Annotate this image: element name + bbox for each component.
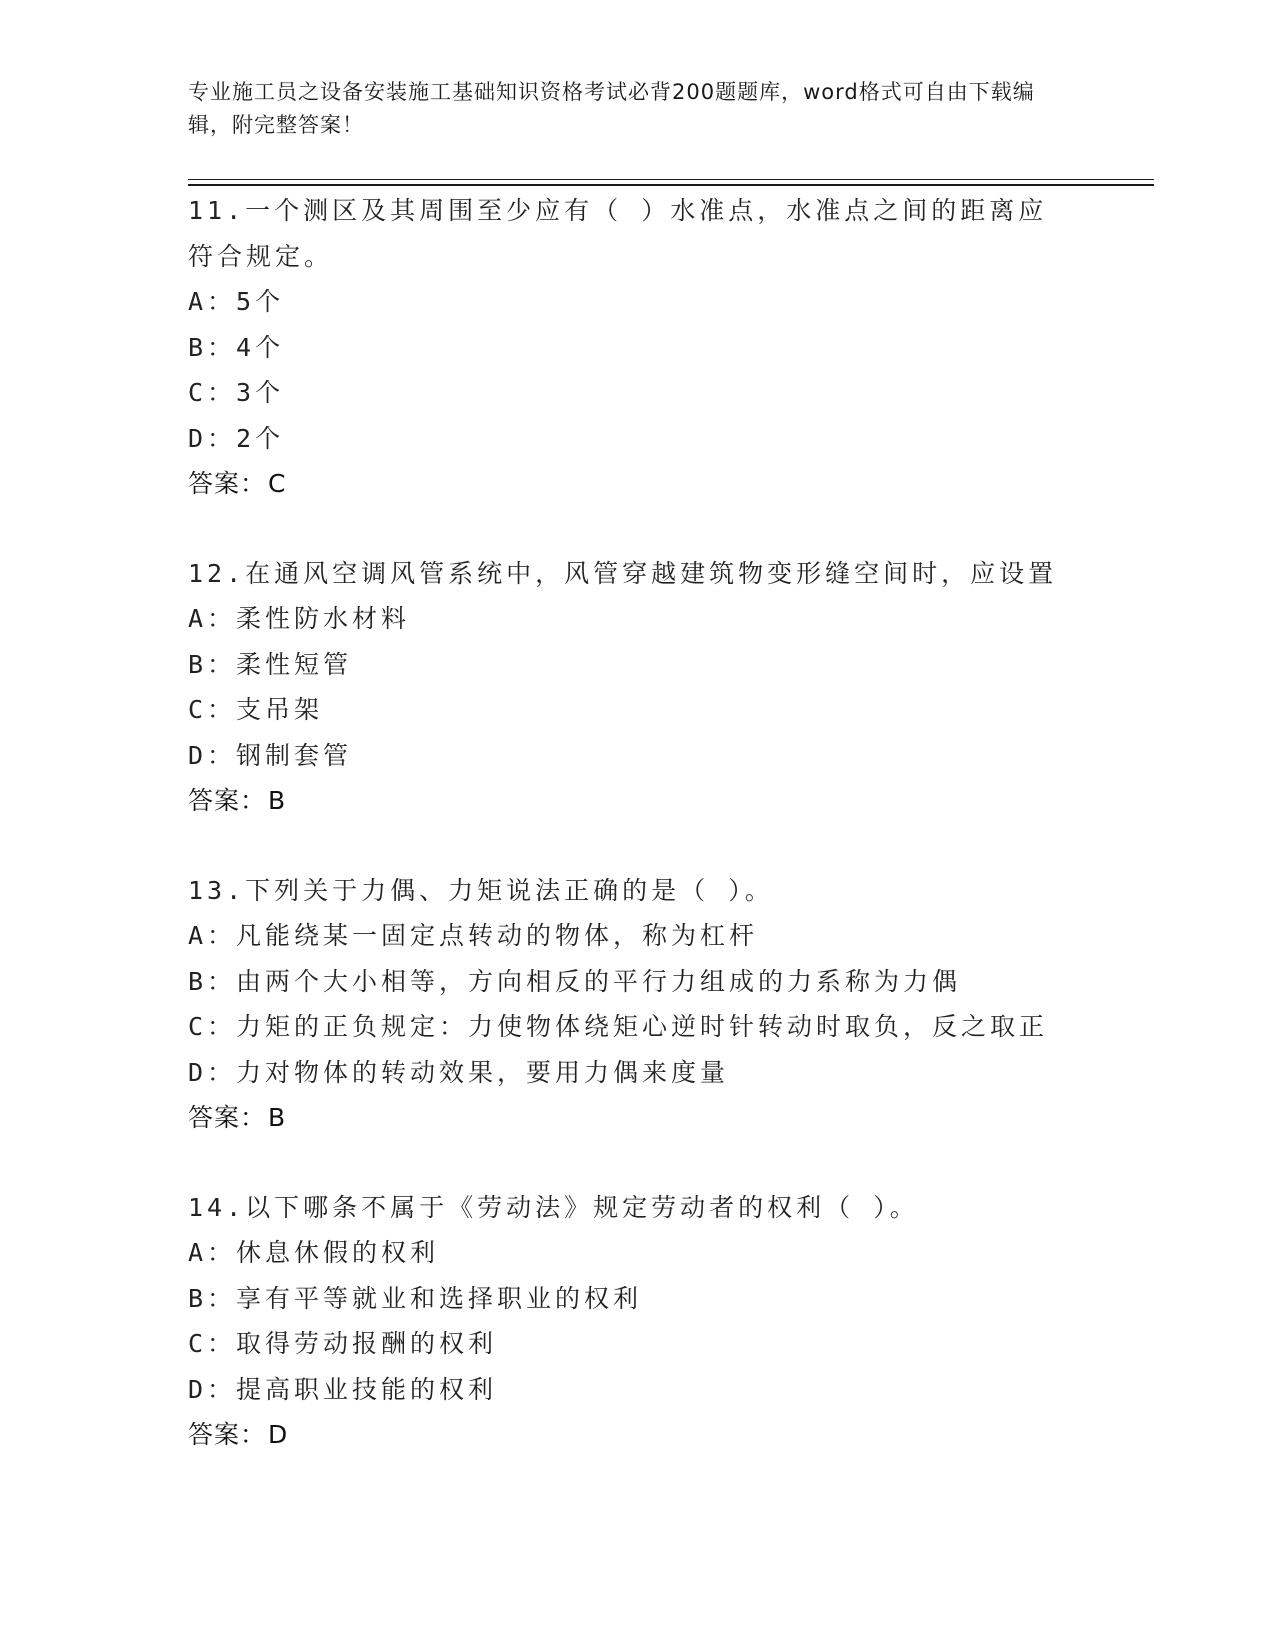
question-11: [188, 188, 1088, 507]
option-b: B：4个: [188, 332, 285, 362]
option-a: A：柔性防水材料: [188, 604, 411, 633]
question-list: [188, 188, 1088, 1458]
option-a: A：5个: [188, 287, 285, 316]
question-14: [188, 1185, 1088, 1458]
option-c: C：取得劳动报酬的权利: [188, 1329, 498, 1358]
answer-label: 答案：: [188, 1103, 267, 1132]
answer-value: D: [268, 1420, 289, 1449]
answer-value: C: [268, 469, 287, 498]
answer-line: [188, 778, 1088, 824]
question-12: [188, 551, 1088, 824]
answer-value: B: [268, 1103, 287, 1132]
option-d: D：2个: [188, 423, 285, 453]
document-header: 专业施工员之设备安装施工基础知识资格考试必背200题题库，word格式可自由下载编辑，附完整答案！: [188, 80, 1035, 137]
option-d: D：提高职业技能的权利: [188, 1374, 498, 1404]
option-d: D：力对物体的转动效果，要用力偶来度量: [188, 1057, 730, 1087]
header-divider-bottom: [188, 184, 1154, 186]
question-stem: 11.一个测区及其周围至少应有（ ）水准点，水准点之间的距离应符合规定。: [188, 196, 1048, 271]
answer-label: 答案：: [188, 786, 267, 815]
option-a: A：凡能绕某一固定点转动的物体，称为杠杆: [188, 921, 759, 950]
option-c: C：力矩的正负规定：力使物体绕矩心逆时针转动时取负，反之取正: [188, 1012, 1049, 1041]
answer-line: [188, 461, 1088, 507]
option-c: C：支吊架: [188, 695, 324, 724]
answer-label: 答案：: [188, 469, 267, 498]
option-b: B：由两个大小相等，方向相反的平行力组成的力系称为力偶: [188, 966, 962, 996]
answer-line: [188, 1095, 1088, 1141]
answer-label: 答案：: [188, 1420, 267, 1449]
option-a: A：休息休假的权利: [188, 1238, 440, 1267]
option-c: C：3个: [188, 378, 285, 407]
question-stem: 12.在通风空调风管系统中，风管穿越建筑物变形缝空间时，应设置: [188, 558, 1058, 588]
option-d: D：钢制套管: [188, 740, 353, 770]
question-stem: 13.下列关于力偶、力矩说法正确的是（ ）。: [188, 875, 774, 905]
answer-value: B: [268, 786, 287, 815]
question-stem: 14.以下哪条不属于《劳动法》规定劳动者的权利（ ）。: [188, 1192, 919, 1222]
option-b: B：享有平等就业和选择职业的权利: [188, 1283, 643, 1313]
header-divider-top: [188, 179, 1154, 180]
option-b: B：柔性短管: [188, 649, 353, 679]
question-13: [188, 868, 1088, 1141]
answer-line: [188, 1412, 1088, 1458]
